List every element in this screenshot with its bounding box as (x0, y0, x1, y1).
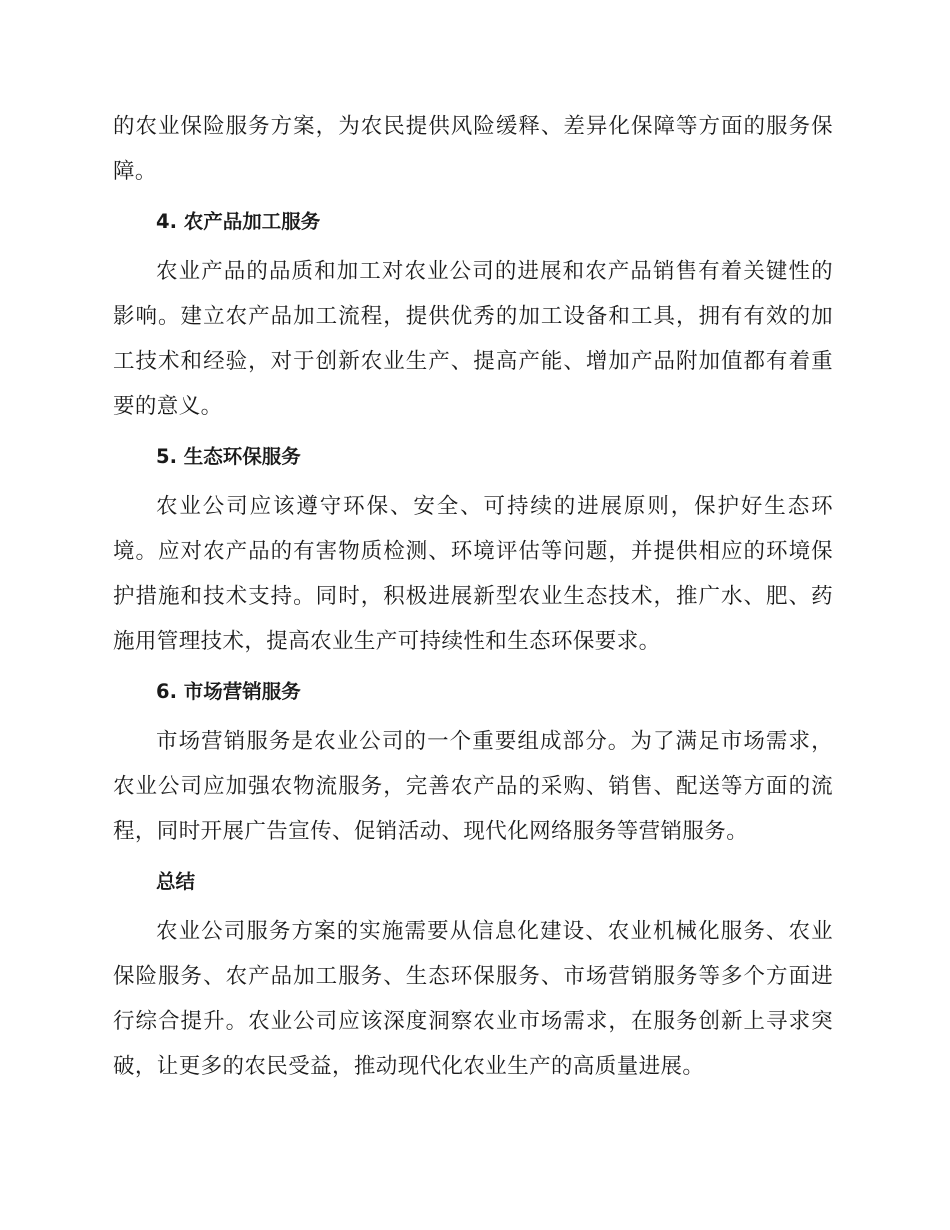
paragraph-summary: 农业公司服务方案的实施需要从信息化建设、农业机械化服务、农业保险服务、农产品加工服务、生态环保服务、市场营销服务等多个方面进行综合提升。农业公司应该深度洞察农业市场需求，在服务创新上寻求突破，让更多的农民受益，推动现代化农业生产的高质量进展。 (113, 919, 833, 1079)
heading-processing-service: 4. 农产品加工服务 (156, 210, 321, 233)
paragraph-insurance-continuation: 的农业保险服务方案，为农民提供风险缓释、差异化保障等方面的服务保障。 (113, 114, 833, 184)
heading-marketing-service: 6. 市场营销服务 (156, 680, 301, 703)
paragraph-processing-service: 农业产品的品质和加工对农业公司的进展和农产品销售有着关键性的影响。建立农产品加工流程，提供优秀的加工设备和工具，拥有有效的加工技术和经验，对于创新农业生产、提高产能、增加产品附加值都有着重要的意义。 (113, 259, 833, 419)
document-page (113, 104, 833, 1089)
paragraph-eco-service: 农业公司应该遵守环保、安全、可持续的进展原则，保护好生态环境。应对农产品的有害物质检测、环境评估等问题，并提供相应的环境保护措施和技术支持。同时，积极进展新型农业生态技术，推广水、肥、药施用管理技术，提高农业生产可持续性和生态环保要求。 (113, 494, 833, 654)
paragraph-marketing-service: 市场营销服务是农业公司的一个重要组成部分。为了满足市场需求，农业公司应加强农物流服务，完善农产品的采购、销售、配送等方面的流程，同时开展广告宣传、促销活动、现代化网络服务等营销服务。 (113, 729, 833, 844)
heading-summary: 总结 (156, 870, 196, 893)
heading-eco-service: 5. 生态环保服务 (156, 445, 301, 468)
